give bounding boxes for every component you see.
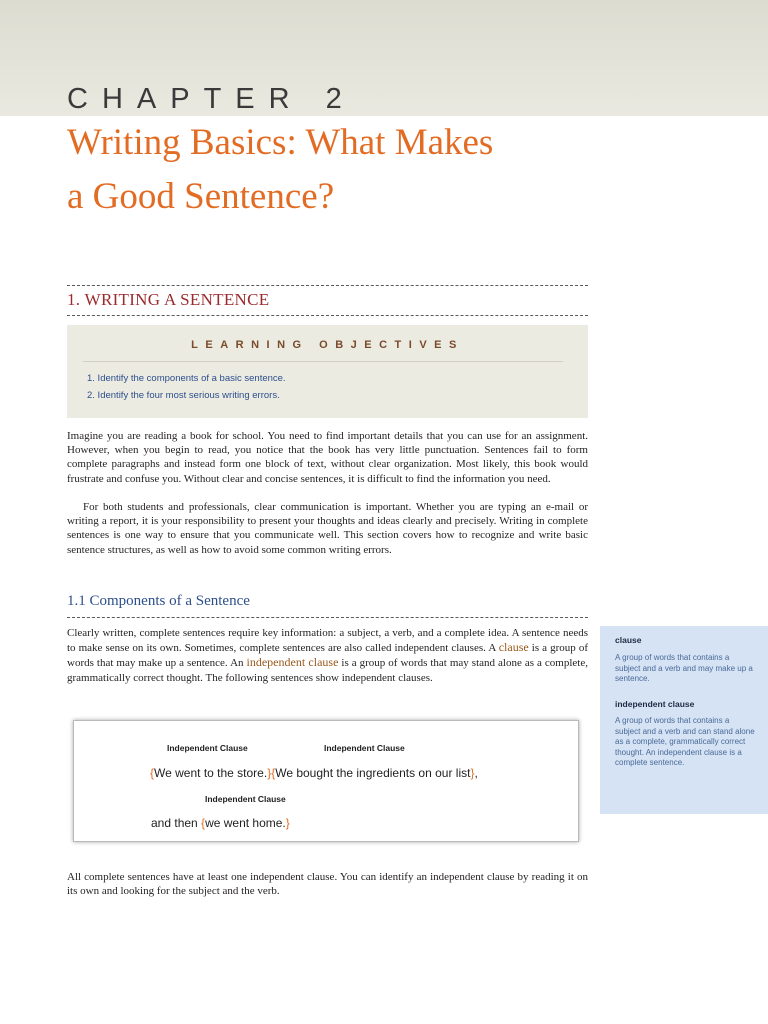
brace-open: { (201, 816, 206, 830)
example-clause-1: We went to the store. (154, 766, 268, 780)
learning-objectives-divider (83, 361, 563, 362)
objective-item: 1. Identify the components of a basic sentence. (87, 373, 286, 384)
example-clause-3: we went home. (205, 816, 286, 830)
glossary-sidebar (600, 626, 768, 814)
learning-objectives-list (87, 370, 286, 404)
intro-paragraph-1: Imagine you are reading a book for school. You need to find important details that you can use for an assignment. However, when you begin to read, you notice that the book has very little punctuation. Sentences fail to form complete paragraphs and instead form one block of text, without clear organization. Most likely, this book would frustrate and confuse you. Without clear and concise sentences, it is difficult to find the information you need. (67, 430, 588, 485)
components-text-part-1: Clearly written, complete sentences require key information: a subject, a verb, and a complete idea. A sentence needs to make sense on its own. Sometimes, complete sentences are also called independent clauses. A (67, 627, 588, 655)
components-text-part-2: is a group of words that may make up a sentence. An (67, 642, 588, 670)
clause-label-2: Independent Clause (324, 743, 405, 753)
example-comma: , (474, 766, 478, 780)
section-rule-top (67, 285, 588, 286)
brace-close: } (470, 766, 475, 780)
independent-clause-example-figure (73, 720, 579, 842)
clause-label-3: Independent Clause (205, 794, 286, 804)
glossary-term-clause[interactable]: clause (498, 640, 529, 655)
brace-close: } (267, 766, 272, 780)
components-text-part-3: is a group of words that may stand alone as a complete, grammatically correct thought. The following sentences show independent clauses. (67, 657, 588, 684)
clause-label-1: Independent Clause (167, 743, 248, 753)
closing-paragraph: All complete sentences have at least one independent clause. You can identify an independent clause by reading it on its own and looking for the subject and the verb. (67, 871, 588, 898)
example-lead-text: and then (151, 816, 202, 830)
learning-objectives-title: LEARNING OBJECTIVES (191, 339, 464, 351)
objective-item: 2. Identify the four most serious writing errors. (87, 390, 280, 401)
example-line-1 (150, 766, 478, 780)
chapter-title-line-1: Writing Basics: What Makes (67, 122, 494, 163)
section-rule-bottom (67, 315, 588, 316)
intro-paragraph-2: For both students and professionals, clear communication is important. Whether you are typing an e-mail or writing a report, it is your responsibility to present your thoughts and ideas clearly and precisely. Writing in complete sentences is one way to ensure that you communicate well. This section covers how to recognize and write basic sentence structures, as well as how to avoid some common writing errors. (67, 501, 588, 556)
sidebar-definition-clause: A group of words that contains a subject and a verb and may make up a sentence. (615, 653, 753, 683)
example-line-2 (151, 816, 290, 830)
glossary-term-independent-clause[interactable]: independent clause (246, 655, 339, 670)
example-clause-2: We bought the ingredients on our list (275, 766, 471, 780)
sidebar-term-clause: clause (615, 635, 642, 645)
sidebar-definition-independent-clause: A group of words that contains a subject and a verb and can stand alone as a complete, grammatically correct thought. An independent clause is a complete sentence. (615, 716, 755, 767)
brace-close: } (285, 816, 290, 830)
brace-open: { (271, 766, 276, 780)
sidebar-term-independent-clause: independent clause (615, 699, 695, 709)
section-heading: 1. WRITING A SENTENCE (67, 290, 270, 309)
components-paragraph (67, 626, 588, 685)
chapter-title (67, 116, 707, 224)
brace-open: { (150, 766, 155, 780)
learning-objectives-box (67, 325, 588, 418)
chapter-title-line-2: a Good Sentence? (67, 176, 335, 217)
chapter-number-label: CHAPTER 2 (67, 83, 356, 115)
subsection-rule (67, 617, 588, 618)
subsection-heading: 1.1 Components of a Sentence (67, 593, 250, 609)
